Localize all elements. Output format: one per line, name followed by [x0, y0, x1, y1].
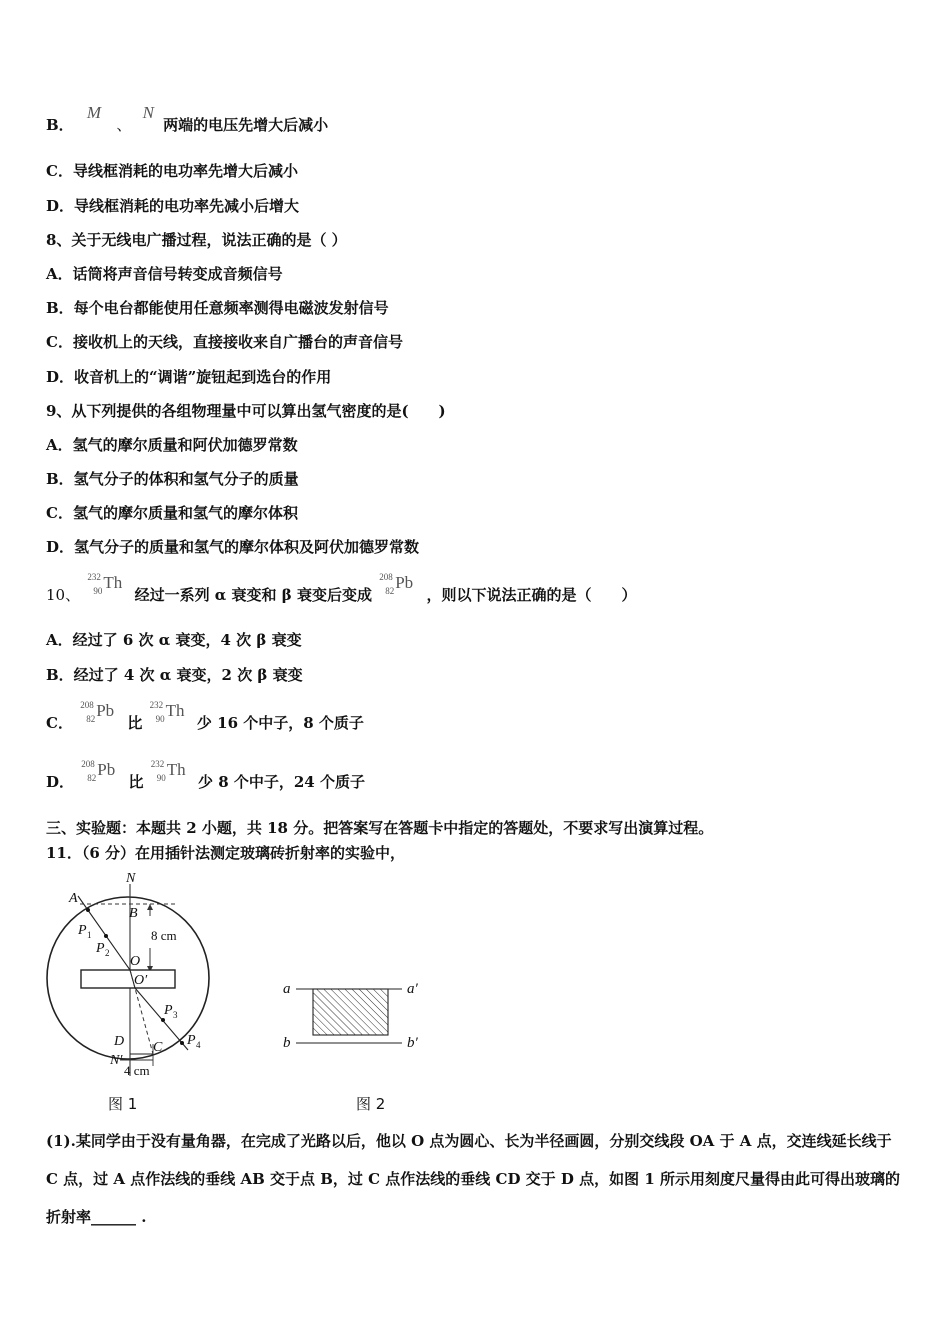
mass-number: 208	[379, 572, 393, 582]
option-text: 少 16 个中子，8 个质子	[196, 714, 364, 732]
element-symbol: Pb	[96, 701, 115, 720]
q9-option-c: C．氢气的摩尔质量和氢气的摩尔体积	[46, 504, 298, 522]
label-4cm: 4 cm	[124, 1063, 150, 1078]
label-8cm: 8 cm	[151, 928, 177, 943]
q8-option-b: B．每个电台都能使用任意频率测得电磁波发射信号	[46, 299, 389, 317]
pin-p1	[86, 908, 90, 912]
atomic-number: 90	[155, 714, 165, 724]
figure-1-caption: 图 1	[108, 1095, 138, 1113]
element-symbol: Th	[103, 573, 123, 592]
atomic-number: 90	[93, 586, 103, 596]
q10-option-a: A．经过了 6 次 α 衰变，4 次 β 衰变	[46, 631, 302, 649]
mass-number: 232	[150, 759, 165, 769]
comparison-word: 比	[127, 714, 143, 732]
atomic-number: 82	[86, 714, 96, 724]
question-number: 10、	[46, 586, 81, 604]
q9-option-b: B．氢气分子的体积和氢气分子的质量	[46, 470, 299, 488]
pin-p3	[161, 1018, 165, 1022]
comparison-word: 比	[128, 773, 144, 791]
q10-option-d	[46, 759, 365, 797]
label-p1-sub: 1	[87, 930, 92, 940]
nuclide-thorium	[149, 759, 193, 787]
label-n-prime: N′	[110, 1053, 123, 1068]
label-n: N	[126, 871, 136, 886]
arrow-up	[147, 904, 153, 910]
glass-block	[81, 970, 175, 988]
symbol-n: N	[142, 103, 154, 122]
element-symbol: Pb	[97, 760, 116, 779]
section-3-heading: 三、实验题：本题共 2 小题，共 18 分。把答案写在答题卡中指定的答题处，不要求写出演算过程。	[46, 819, 714, 837]
label-d: D	[114, 1034, 125, 1049]
q8-stem: 8、关于无线电广播过程，说法正确的是（ ）	[46, 231, 347, 249]
label-p3: P	[164, 1003, 173, 1018]
q11-part-1: (1).某同学由于没有量角器，在完成了光路以后，他以 O 点为圆心、长为半径画圆，分别交线段 OA 于 A 点，交连线延长线于 C 点，过 A 点作法线的垂线 AB 交于点 B，过 C 点作法线的垂线 CD 交于 D 点，如图 1 所示用刻度尺量得由此可得出玻璃的折射率______ .	[46, 1132, 901, 1226]
label-p1: P	[78, 923, 87, 938]
option-text: 少 8 个中子，24 个质子	[197, 773, 365, 791]
label-o: O	[130, 954, 141, 969]
atomic-number: 82	[385, 586, 395, 596]
label-b: B	[129, 906, 138, 921]
figure-2-caption: 图 2	[356, 1095, 386, 1113]
label-a: A	[69, 891, 78, 906]
atomic-number: 90	[156, 773, 166, 783]
mass-number: 208	[80, 700, 94, 710]
label-a: a	[283, 981, 291, 997]
symbol-m: M	[86, 103, 102, 122]
label-p2: P	[96, 941, 105, 956]
nuclide-thorium	[148, 700, 192, 728]
q8-option-c: C．接收机上的天线，直接接收来自广播台的声音信号	[46, 333, 403, 351]
q7-option-d: D．导线框消耗的电功率先减小后增大	[46, 197, 300, 215]
element-symbol: Th	[166, 760, 186, 779]
option-letter: B．	[46, 116, 74, 134]
q8-option-d: D．收音机上的“调谐”旋钮起到选台的作用	[46, 368, 332, 386]
label-o-prime: O′	[134, 973, 148, 988]
stem-end: ，则以下说法正确的是（ ）	[426, 586, 637, 604]
q7-option-b	[46, 103, 329, 135]
nuclide-thorium	[85, 572, 129, 600]
figure-2-diagram	[278, 972, 428, 1054]
stem-middle: 经过一系列 α 衰变和 β 衰变后变成	[134, 586, 372, 604]
nuclide-lead	[377, 572, 421, 600]
pin-p2	[104, 934, 108, 938]
q9-option-a: A．氢气的摩尔质量和阿伏加德罗常数	[46, 436, 298, 454]
label-b: b	[283, 1035, 291, 1051]
separator: 、	[116, 116, 132, 134]
q9-stem: 9、从下列提供的各组物理量中可以算出氢气密度的是( )	[46, 402, 446, 420]
q10-stem	[46, 572, 637, 610]
q7-option-c: C．导线框消耗的电功率先增大后减小	[46, 162, 298, 180]
label-b-prime: b′	[407, 1035, 418, 1051]
label-p2-sub: 2	[105, 948, 110, 958]
mass-number: 232	[149, 700, 164, 710]
label-a-prime: a′	[407, 981, 418, 997]
label-p4-sub: 4	[196, 1040, 201, 1050]
nuclide-lead	[78, 700, 122, 728]
pin-p4	[180, 1041, 184, 1045]
option-text: 两端的电压先增大后减小	[163, 116, 329, 134]
element-symbol: Th	[165, 701, 185, 720]
element-symbol: Pb	[395, 573, 414, 592]
figure-1-diagram	[40, 868, 220, 1080]
hatched-glass-block	[313, 989, 388, 1035]
q10-option-c	[46, 700, 364, 738]
mass-number: 232	[87, 572, 101, 582]
label-c: C	[153, 1040, 163, 1055]
q9-option-d: D．氢气分子的质量和氢气的摩尔体积及阿伏加德罗常数	[46, 538, 420, 556]
q10-option-b: B．经过了 4 次 α 衰变，2 次 β 衰变	[46, 666, 303, 684]
label-p4: P	[187, 1033, 196, 1048]
option-letter: C．	[46, 714, 73, 732]
mass-number: 208	[81, 759, 95, 769]
q11-stem: 11．（6 分）在用插针法测定玻璃砖折射率的实验中，	[46, 844, 406, 862]
option-letter: D．	[46, 773, 75, 791]
atomic-number: 82	[87, 773, 97, 783]
label-p3-sub: 3	[173, 1010, 178, 1020]
q8-option-a: A．话筒将声音信号转变成音频信号	[46, 265, 283, 283]
nuclide-lead	[79, 759, 123, 787]
